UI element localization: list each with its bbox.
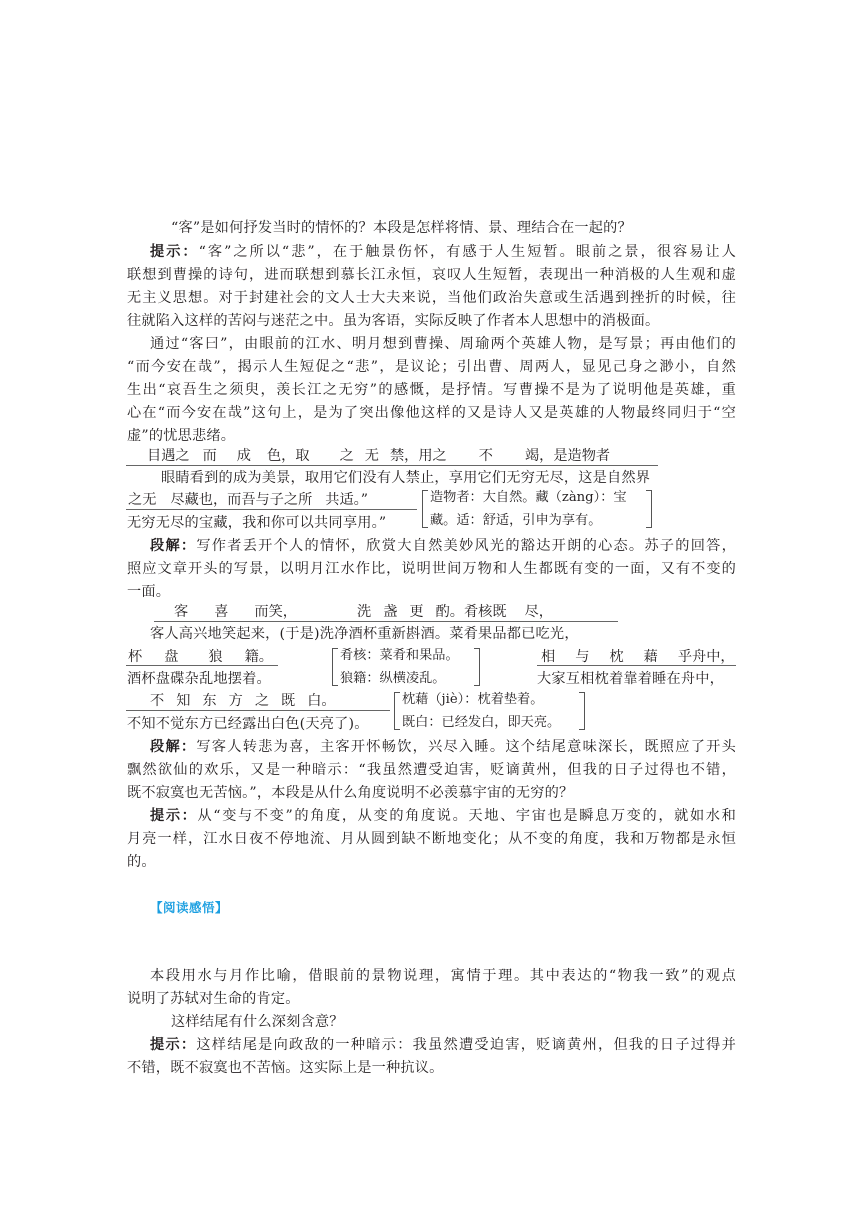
analysis-1-line-3: 一面。 — [127, 584, 171, 600]
note-bracket-right — [579, 692, 585, 730]
note-bracket-right — [474, 648, 480, 686]
hint-1-line-2: 联想到曹操的诗句，进而联想到慕长江永恒，哀叹人生短暂，表现出一种消极的人生观和虚 — [127, 267, 736, 283]
annotation-note: 肴核：菜肴和果品。 — [340, 648, 459, 663]
annotation-note: 造物者：大自然。藏（zàng）：宝 — [430, 490, 627, 505]
note-bracket-left — [422, 490, 428, 528]
analysis-1-line-1: 段解：写作者丢开个人的情怀，欣赏大自然美妙风光的豁达开朗的心态。苏子的回答， — [150, 538, 736, 554]
reflection-line-2: 说明了苏轼对生命的肯定。 — [127, 991, 300, 1007]
annotation-note: 狼籍：纵横凌乱。 — [340, 671, 446, 686]
original-text-2: 客 喜 而笑， 洗 盏 更 酌。肴核既 尽， — [174, 604, 553, 620]
analysis-label: 段解： — [150, 739, 197, 755]
hint-2-line-3: 的。 — [127, 854, 156, 870]
reflection-line-1: 本段用水与月作比喻，借眼前的景物说理，寓情于理。其中表达的“物我一致”的观点 — [150, 968, 736, 984]
annotation-note: 既白：已经发白，即天亮。 — [402, 715, 561, 730]
translation-text-1: 眼睛看到的成为美景，取用它们没有人禁止，享用它们无穷无尽，这是自然界 — [161, 470, 651, 486]
translation-text-2d: 不知不觉东方已经露出白色(天亮了)。 — [127, 716, 369, 732]
hint-label: 提示： — [150, 244, 199, 260]
translation-text-2b: 酒杯盘碟杂乱地摆着。 — [127, 671, 271, 687]
original-text-2d: 不 知 东 方 之 既 白。 — [150, 693, 336, 709]
analysis-label: 段解： — [150, 538, 197, 554]
hint-3-line-2: 不错，既不寂寞也不苦恼。这实际上是一种抗议。 — [127, 1060, 444, 1076]
hint-3-line-1: 提示：这样结尾是向政敌的一种暗示：我虽然遭受迫害，贬谪黄州，但我的日子过得并 — [150, 1037, 736, 1053]
analysis-2-line-1: 段解：写客人转悲为喜，主客开怀畅饮，兴尽入睡。这个结尾意味深长，既照应了开头 — [150, 739, 736, 755]
original-text-1: 目遇之 而 成 色，取 之 无 禁，用之 不 竭，是造物者 — [147, 448, 611, 464]
annotation-note: 枕藉（jiè）：枕着垫着。 — [402, 692, 544, 707]
note-bracket-left — [332, 648, 338, 686]
note-bracket-left — [394, 692, 400, 730]
translation-text-1b: 无穷无尽的宝藏，我和你可以共同享用。” — [127, 515, 387, 531]
note-bracket-right — [646, 490, 652, 528]
question-1: “客”是如何抒发当时的情怀的？本段是怎样将情、景、理结合在一起的？ — [171, 220, 632, 236]
divider-line — [126, 710, 390, 711]
para-2-line-5: 虚”的忧思悲绪。 — [127, 428, 236, 444]
question-2: 这样结尾有什么深刻含意？ — [171, 1014, 344, 1030]
para-2-line-2: “而今安在哉”，揭示人生短促之“悲”，是议论；引出曹、周两人，显见己身之渺小，自然 — [127, 359, 736, 375]
para-2-line-3: 生出“哀吾生之须臾，羡长江之无穷”的感慨，是抒情。写曹操不是为了说明他是英雄，重 — [127, 382, 736, 398]
translation-text-2c: 大家互相枕着靠着睡在舟中， — [537, 671, 725, 687]
hint-2-line-1: 提示：从“变与不变”的角度，从变的角度说。天地、宇宙也是瞬息万变的，就如水和 — [150, 808, 736, 824]
hint-1-line-4: 往就陷入这样的苦闷与迷茫之中。虽为客语，实际反映了作者本人思想中的消极面。 — [127, 313, 660, 329]
analysis-2-line-2: 飘然欲仙的欢乐，又是一种暗示：“我虽然遭受迫害，贬谪黄州，但我的日子过得也不错， — [127, 762, 736, 778]
para-2-line-1: 通过“客曰”，由眼前的江水、明月想到曹操、周瑜两个英雄人物，是写景；再由他们的 — [150, 336, 736, 352]
divider-line — [154, 621, 618, 622]
divider-line — [126, 665, 278, 666]
para-2-line-4: 心在“而今安在哉”这句上，是为了突出像他这样的又是诗人又是英雄的人物最终同归于“空 — [127, 405, 736, 421]
hint-1-line-1: 提示：“客”之所以“悲”，在于触景伤怀，有感于人生短暂。眼前之景，很容易让人 — [150, 244, 737, 260]
annotation-note: 藏。适：舒适，引申为享有。 — [430, 513, 602, 528]
hint-1-line-3: 无主义思想。对于封建社会的文人士大夫来说，当他们政治失意或生活遇到挫折的时候，往 — [127, 290, 736, 306]
original-text-2c: 相 与 枕 藉 乎舟中， — [541, 649, 735, 665]
divider-line — [126, 465, 658, 466]
original-text-2b: 杯 盘 狼 籍。 — [128, 649, 273, 665]
section-header: 【阅读感悟】 — [150, 900, 229, 915]
divider-line — [537, 665, 736, 666]
hint-label: 提示： — [150, 808, 198, 824]
translation-text-2: 客人高兴地笑起来，(于是)洗净酒杯重新斟酒。菜肴果品都已吃光， — [150, 626, 579, 642]
divider-line — [126, 509, 417, 510]
analysis-2-line-3: 既不寂寞也无苦恼。”，本段是从什么角度说明不必羡慕宇宙的无穷的？ — [127, 785, 574, 801]
hint-2-line-2: 月亮一样，江水日夜不停地流、月从圆到缺不断地变化；从不变的角度，我和万物都是永恒 — [127, 831, 736, 847]
hint-label: 提示： — [150, 1037, 197, 1053]
analysis-1-line-2: 照应文章开头的写景，以明月江水作比，说明世间万物和人生都既有变的一面，又有不变的 — [127, 561, 736, 577]
original-text-1b: 之无 尽藏也，而吾与子之所 共适。” — [128, 492, 368, 508]
